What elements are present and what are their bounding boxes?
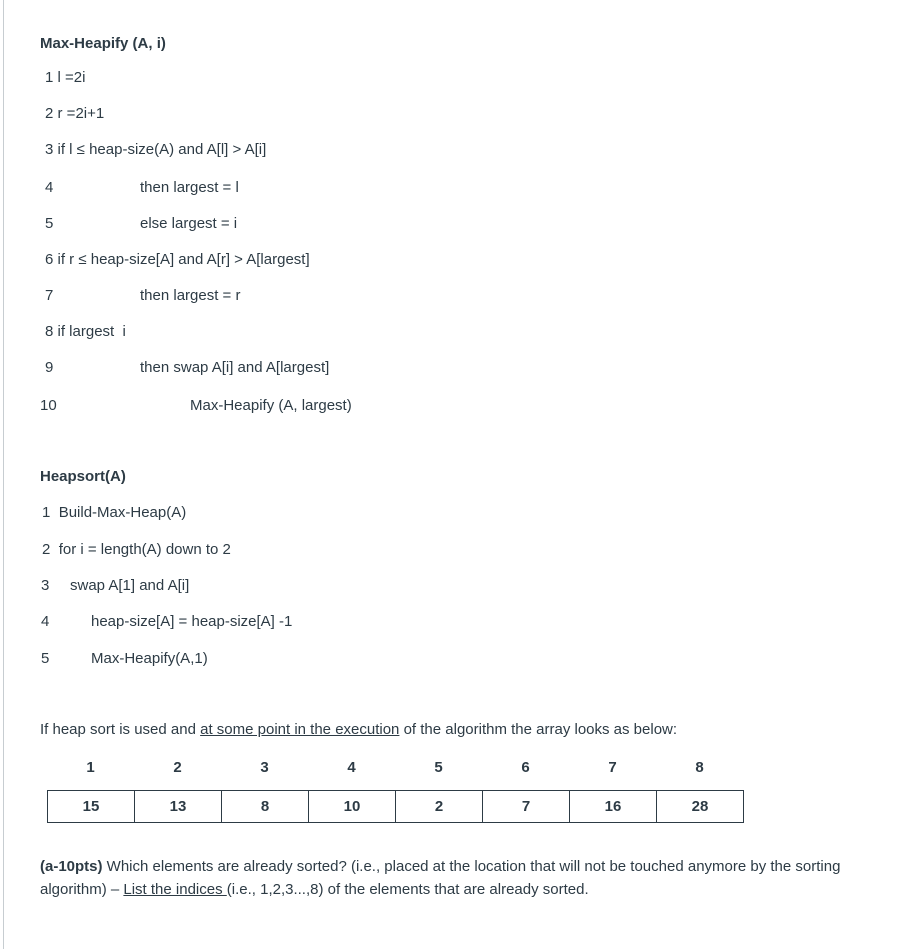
array-table: [47, 790, 744, 823]
heapsort-line-2: 2 for i = length(A) down to 2: [42, 541, 231, 558]
array-cell: 10: [309, 791, 396, 823]
array-row: [48, 791, 744, 823]
array-cell: 7: [483, 791, 570, 823]
maxheapify-line-3: 3 if l ≤ heap-size(A) and A[l] > A[i]: [45, 141, 267, 158]
maxheapify-line-1: 1 l =2i: [45, 69, 86, 86]
array-index-header: [47, 758, 746, 778]
left-border: [3, 0, 4, 949]
array-index: 4: [347, 759, 356, 776]
array-index: 7: [608, 759, 617, 776]
maxheapify-title: Max-Heapify (A, i): [40, 35, 166, 52]
maxheapify-line-6: 6 if r ≤ heap-size[A] and A[r] > A[largest]: [45, 251, 310, 268]
array-cell: 2: [396, 791, 483, 823]
maxheapify-line-2: 2 r =2i+1: [45, 105, 105, 122]
heapsort-line-1: 1 Build-Max-Heap(A): [42, 504, 187, 521]
maxheapify-line-9-num: 9: [45, 359, 54, 376]
maxheapify-line-7-text: then largest = r: [140, 287, 241, 304]
array-index: 2: [173, 759, 182, 776]
maxheapify-line-5-num: 5: [45, 215, 54, 232]
array-index: 3: [260, 759, 269, 776]
heapsort-line-4-num: 4: [41, 613, 50, 630]
question-text: (a-10pts) Which elements are already sorted? (i.e., placed at the location that will not be touched anymore by the sorting algorithm) – List the indices (i.e., 1,2,3...,8) of the elements that are already sorted.: [40, 858, 841, 898]
maxheapify-line-8: 8 if largest i: [45, 323, 126, 340]
maxheapify-line-10-num: 10: [40, 397, 57, 414]
intro-text: If heap sort is used and at some point in the execution of the algorithm the array looks as below:: [40, 721, 678, 738]
maxheapify-line-5-text: else largest = i: [140, 215, 238, 232]
question-underlined: List the indices: [123, 881, 227, 898]
array-cell: 13: [135, 791, 222, 823]
question-label: (a-10pts): [40, 858, 103, 875]
heapsort-line-5-text: Max-Heapify(A,1): [91, 650, 208, 667]
intro-underlined: at some point in the execution: [200, 721, 400, 738]
array-index: 5: [434, 759, 443, 776]
array-cell: 28: [657, 791, 744, 823]
heapsort-line-4-text: heap-size[A] = heap-size[A] -1: [91, 613, 293, 630]
heapsort-line-5-num: 5: [41, 650, 50, 667]
array-cell: 15: [48, 791, 135, 823]
maxheapify-line-4-num: 4: [45, 179, 54, 196]
heapsort-line-3-text: swap A[1] and A[i]: [70, 577, 190, 594]
heapsort-title: Heapsort(A): [40, 468, 126, 485]
maxheapify-line-7-num: 7: [45, 287, 54, 304]
array-index: 8: [695, 759, 704, 776]
array-cell: 8: [222, 791, 309, 823]
maxheapify-line-10-text: Max-Heapify (A, largest): [190, 397, 352, 414]
heapsort-line-3-num: 3: [41, 577, 50, 594]
array-index: 6: [521, 759, 530, 776]
array-cell: 16: [570, 791, 657, 823]
maxheapify-line-9-text: then swap A[i] and A[largest]: [140, 359, 330, 376]
maxheapify-line-4-text: then largest = l: [140, 179, 239, 196]
array-index: 1: [86, 759, 95, 776]
